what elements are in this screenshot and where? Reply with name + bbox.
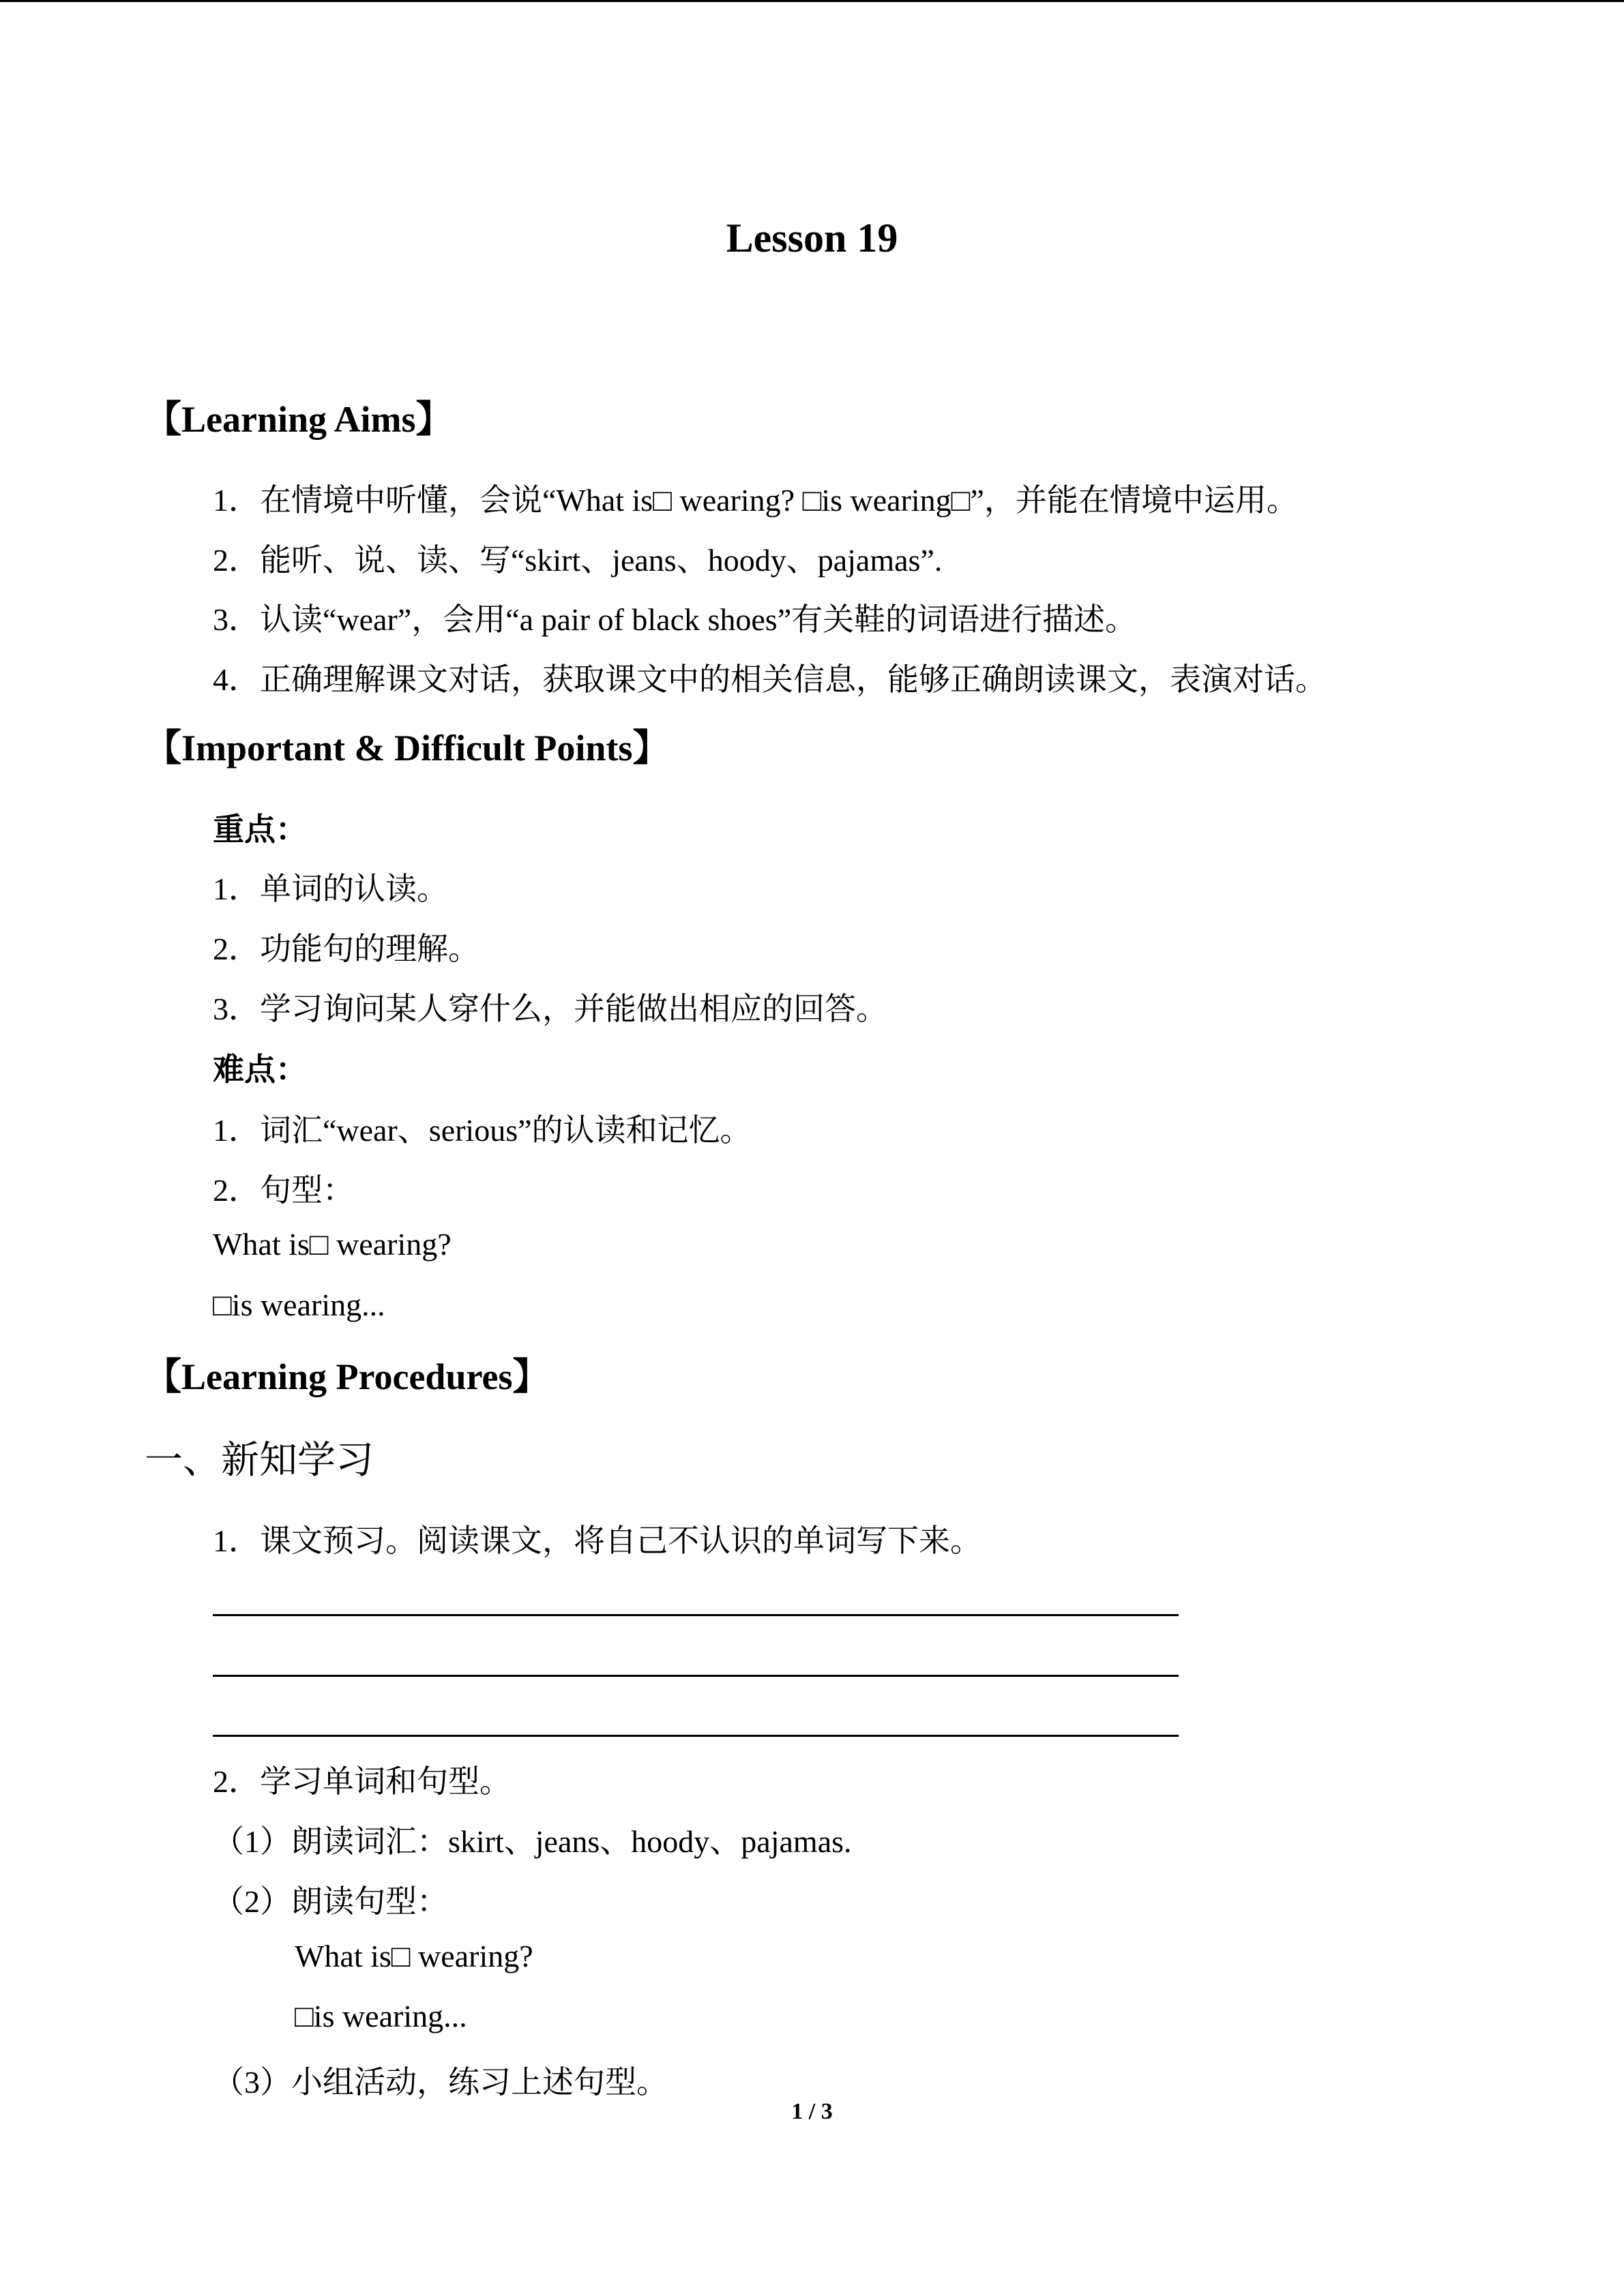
answer-line-3[interactable]: [213, 1735, 1179, 1737]
answer-line-2[interactable]: [213, 1675, 1179, 1677]
aim-item-3: 3．认读“wear”，会用“a pair of black shoes”有关鞋的词语进行描述。: [213, 602, 1137, 637]
sentence-pattern-1: What is□ wearing?: [295, 1939, 533, 1973]
lesson-title: Lesson 19: [726, 215, 898, 260]
aim-item-1: 1．在情境中听懂，会说“What is□ wearing? □is wearing□”，并能在情境中运用。: [213, 483, 1298, 518]
sub-step-1: （1）朗读词汇：skirt、jeans、hoody、pajamas.: [213, 1824, 852, 1859]
sub-step-3: （3）小组活动，练习上述句型。: [213, 2065, 668, 2100]
section-important-difficult: 【Important & Difficult Points】: [145, 728, 670, 769]
sub-step-2: （2）朗读句型：: [213, 1884, 448, 1919]
difficult-point-2: 2．句型：: [213, 1173, 354, 1208]
key-point-3: 3．学习询问某人穿什么，并能做出相应的回答。: [213, 992, 887, 1026]
step-1: 1．课文预习。阅读课文，将自己不认识的单词写下来。: [213, 1523, 981, 1558]
difficult-sentence-2: □is wearing...: [213, 1287, 385, 1322]
aim-item-4: 4．正确理解课文对话，获取课文中的相关信息，能够正确朗读课文，表演对话。: [213, 662, 1327, 697]
page-number: 1 / 3: [791, 2099, 833, 2124]
sentence-pattern-2: □is wearing...: [295, 1999, 467, 2033]
section-learning-procedures: 【Learning Procedures】: [145, 1356, 550, 1397]
answer-line-1[interactable]: [213, 1614, 1179, 1616]
aim-item-2: 2．能听、说、读、写“skirt、jeans、hoody、pajamas”.: [213, 543, 943, 578]
difficult-sentence-1: What is□ wearing?: [213, 1227, 452, 1262]
part-one-heading: 一、新知学习: [145, 1440, 374, 1482]
section-learning-aims: 【Learning Aims】: [145, 399, 453, 440]
key-point-2: 2．功能句的理解。: [213, 931, 479, 966]
step-2: 2．学习单词和句型。: [213, 1764, 511, 1799]
difficult-points-label: 难点：: [213, 1052, 307, 1087]
top-border: [0, 0, 1624, 2]
difficult-point-1: 1．词汇“wear、serious”的认读和记忆。: [213, 1113, 752, 1148]
key-points-label: 重点：: [213, 812, 307, 847]
key-point-1: 1．单词的认读。: [213, 871, 448, 906]
